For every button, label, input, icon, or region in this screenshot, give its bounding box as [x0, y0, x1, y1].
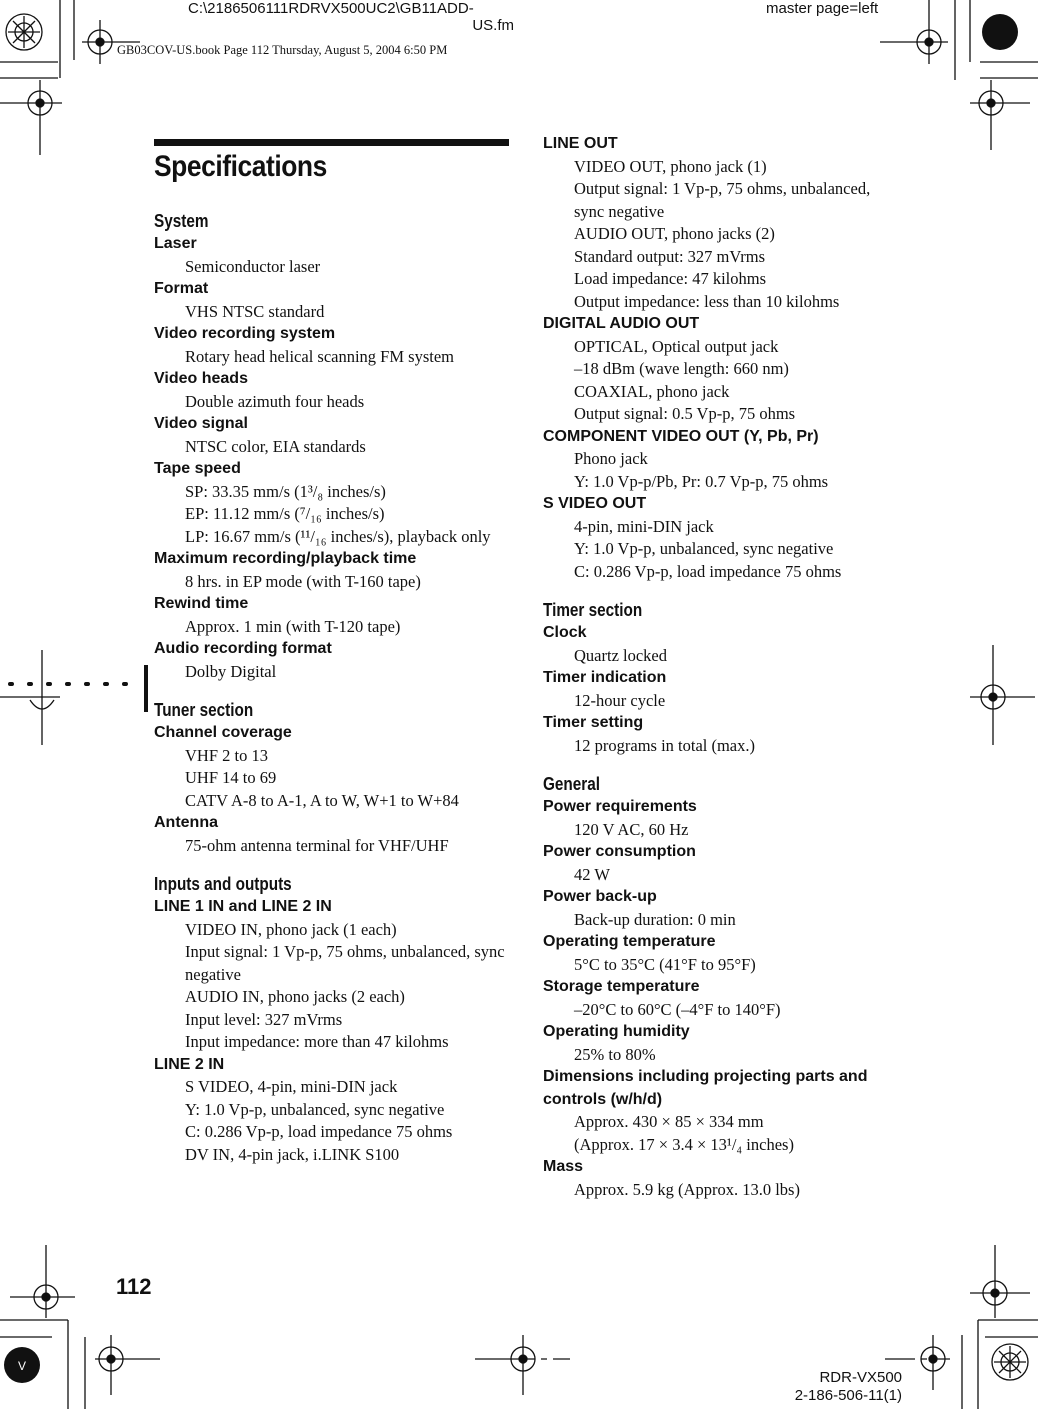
spec-value: 8 hrs. in EP mode (with T-160 tape): [185, 571, 421, 591]
spec-label: Tape speed: [154, 460, 241, 477]
spec-value: NTSC color, EIA standards: [185, 436, 366, 456]
spec-column-right: [543, 133, 923, 1201]
registration-mark-icon: [970, 80, 1030, 150]
section-heading: Tuner section: [154, 700, 254, 720]
spec-value: LP: 16.67 mm/s (¹¹/₁₆ inches/s), playback only: [185, 526, 491, 546]
registration-mark-icon: [880, 0, 948, 64]
spec-value: Input impedance: more than 47 kilohms: [185, 1032, 449, 1051]
spec-label: Timer setting: [543, 714, 644, 731]
spec-value: COAXIAL, phono jack: [574, 381, 730, 401]
spec-label: Power requirements: [543, 798, 697, 815]
spec-value: 42 W: [574, 864, 610, 884]
spec-value: 12 programs in total (max.): [574, 735, 756, 755]
spec-value: Approx. 5.9 kg (Approx. 13.0 lbs): [574, 1179, 800, 1199]
section-heading: General: [543, 774, 600, 794]
spec-label: Dimensions including projecting parts and controls (w/h/d): [543, 1068, 868, 1108]
spec-value: Back-up duration: 0 min: [574, 909, 736, 929]
spec-label: Audio recording format: [154, 640, 332, 657]
spec-label: Operating temperature: [543, 933, 716, 950]
registration-mark-icon: [970, 645, 1035, 745]
registration-mark-icon: [970, 1245, 1030, 1318]
registration-mark-icon: [0, 80, 62, 155]
spec-value: CATV A-8 to A-1, A to W, W+1 to W+84: [185, 790, 459, 810]
spec-value: Load impedance: 47 kilohms: [574, 269, 766, 288]
spec-value: 25% to 80%: [574, 1044, 656, 1064]
spec-value: OPTICAL, Optical output jack: [574, 336, 779, 356]
spec-label: Video heads: [154, 370, 248, 387]
spec-value: Dolby Digital: [185, 661, 277, 681]
spec-label: Video recording system: [154, 325, 336, 342]
spec-value: 12-hour cycle: [574, 690, 666, 710]
spec-column-left: [154, 210, 534, 1166]
spec-value: Output impedance: less than 10 kilohms: [574, 291, 840, 311]
spec-value: –18 dBm (wave length: 660 nm): [574, 359, 789, 378]
spec-value: AUDIO OUT, phono jacks (2): [574, 224, 775, 243]
spec-value: VHS NTSC standard: [185, 301, 325, 321]
spec-label: Power consumption: [543, 843, 696, 860]
spec-value: C: 0.286 Vp-p, load impedance 75 ohms: [185, 1122, 453, 1141]
section-heading: Timer section: [543, 600, 643, 620]
spec-label: Format: [154, 280, 209, 297]
spec-label: Maximum recording/playback time: [154, 550, 417, 567]
spec-label: LINE 2 IN: [154, 1055, 225, 1073]
master-page-label: master page=left: [766, 0, 879, 17]
spec-value: (Approx. 17 × 3.4 × 13¹/₄ inches): [574, 1134, 794, 1154]
title-rule: [154, 139, 509, 146]
file-path-line1: C:\2186506111RDRVX500UC2\GB11ADD-: [188, 0, 474, 17]
registration-mark-icon: [0, 650, 60, 745]
registration-mark-icon: [95, 1335, 160, 1395]
spec-value: AUDIO IN, phono jacks (2 each): [185, 987, 405, 1006]
spec-label: Clock: [543, 624, 587, 641]
spec-value: Rotary head helical scanning FM system: [185, 346, 454, 366]
spec-value: Double azimuth four heads: [185, 391, 365, 411]
spec-value: Input level: 327 mVrms: [185, 1009, 343, 1029]
file-path: [188, 0, 514, 34]
spec-value: Quartz locked: [574, 645, 667, 665]
spec-value: EP: 11.12 mm/s (⁷/₁₆ inches/s): [185, 504, 385, 523]
spec-value: UHF 14 to 69: [185, 768, 277, 787]
spec-value: Input signal: 1 Vp-p, 75 ohms, unbalanced, sync negative: [185, 942, 505, 984]
svg-text:V: V: [17, 1359, 27, 1373]
spec-value: Standard output: 327 mVrms: [574, 246, 766, 266]
color-wheel-icon: [992, 1344, 1028, 1380]
footer-codes: [760, 1369, 902, 1405]
spec-value: Phono jack: [574, 449, 648, 468]
spec-value: Output signal: 0.5 Vp-p, 75 ohms: [574, 404, 796, 423]
spec-value: Y: 1.0 Vp-p/Pb, Pr: 0.7 Vp-p, 75 ohms: [574, 471, 829, 491]
section-heading: System: [154, 211, 209, 231]
spec-value: SP: 33.35 mm/s (1³/₈ inches/s): [185, 481, 386, 501]
spec-value: VHF 2 to 13: [185, 745, 268, 765]
spec-label: Antenna: [154, 814, 218, 831]
spec-value: Output signal: 1 Vp-p, 75 ohms, unbalanced, sync negative: [574, 179, 871, 221]
spec-label: S VIDEO OUT: [543, 495, 647, 512]
section-heading: Inputs and outputs: [154, 874, 292, 894]
footer-code: 2-186-506-11(1): [794, 1387, 902, 1404]
spec-value: Y: 1.0 Vp-p, unbalanced, sync negative: [185, 1099, 445, 1119]
footer-model: RDR-VX500: [819, 1369, 902, 1386]
spec-value: S VIDEO, 4-pin, mini-DIN jack: [185, 1077, 398, 1096]
spec-value: C: 0.286 Vp-p, load impedance 75 ohms: [574, 561, 842, 581]
spec-value: 4-pin, mini-DIN jack: [574, 516, 714, 536]
spec-value: 75-ohm antenna terminal for VHF/UHF: [185, 835, 449, 855]
solid-target-icon: [982, 14, 1018, 50]
change-bar: [144, 665, 148, 712]
spec-value: DV IN, 4-pin jack, i.LINK S100: [185, 1144, 400, 1164]
spec-value: Approx. 430 × 85 × 334 mm: [574, 1112, 764, 1131]
spec-label: LINE 1 IN and LINE 2 IN: [154, 898, 332, 915]
spec-label: Timer indication: [543, 669, 667, 686]
spec-label: Operating humidity: [543, 1023, 690, 1040]
color-wheel-icon: [6, 14, 42, 50]
spec-label: Storage temperature: [543, 978, 700, 995]
registration-mark-icon: [10, 1245, 75, 1318]
page-number: 112: [116, 1274, 152, 1299]
spec-label: Rewind time: [154, 595, 249, 612]
spec-label: Mass: [543, 1158, 584, 1175]
spec-label: Channel coverage: [154, 724, 292, 741]
spec-label: LINE OUT: [543, 135, 618, 152]
spec-value: 120 V AC, 60 Hz: [574, 819, 689, 839]
spec-value: VIDEO IN, phono jack (1 each): [185, 919, 397, 939]
spec-value: Approx. 1 min (with T-120 tape): [185, 616, 401, 636]
spec-label: Video signal: [154, 415, 248, 432]
spec-label: COMPONENT VIDEO OUT (Y, Pb, Pr): [543, 427, 819, 445]
file-path-line2: US.fm: [472, 17, 514, 34]
spec-value: Y: 1.0 Vp-p, unbalanced, sync negative: [574, 539, 834, 558]
spec-value: –20°C to 60°C (–4°F to 140°F): [574, 999, 781, 1019]
registration-mark-icon: [475, 1335, 570, 1395]
spec-label: Laser: [154, 235, 197, 252]
spec-label: Power back-up: [543, 888, 657, 905]
spec-value: 5°C to 35°C (41°F to 95°F): [574, 954, 756, 974]
spec-value: VIDEO OUT, phono jack (1): [574, 156, 767, 176]
page-title: Specifications: [154, 150, 327, 183]
spec-value: Semiconductor laser: [185, 256, 321, 276]
spec-label: DIGITAL AUDIO OUT: [543, 315, 700, 332]
book-info: GB03COV-US.book Page 112 Thursday, August 5, 2004 6:50 PM: [117, 43, 448, 57]
